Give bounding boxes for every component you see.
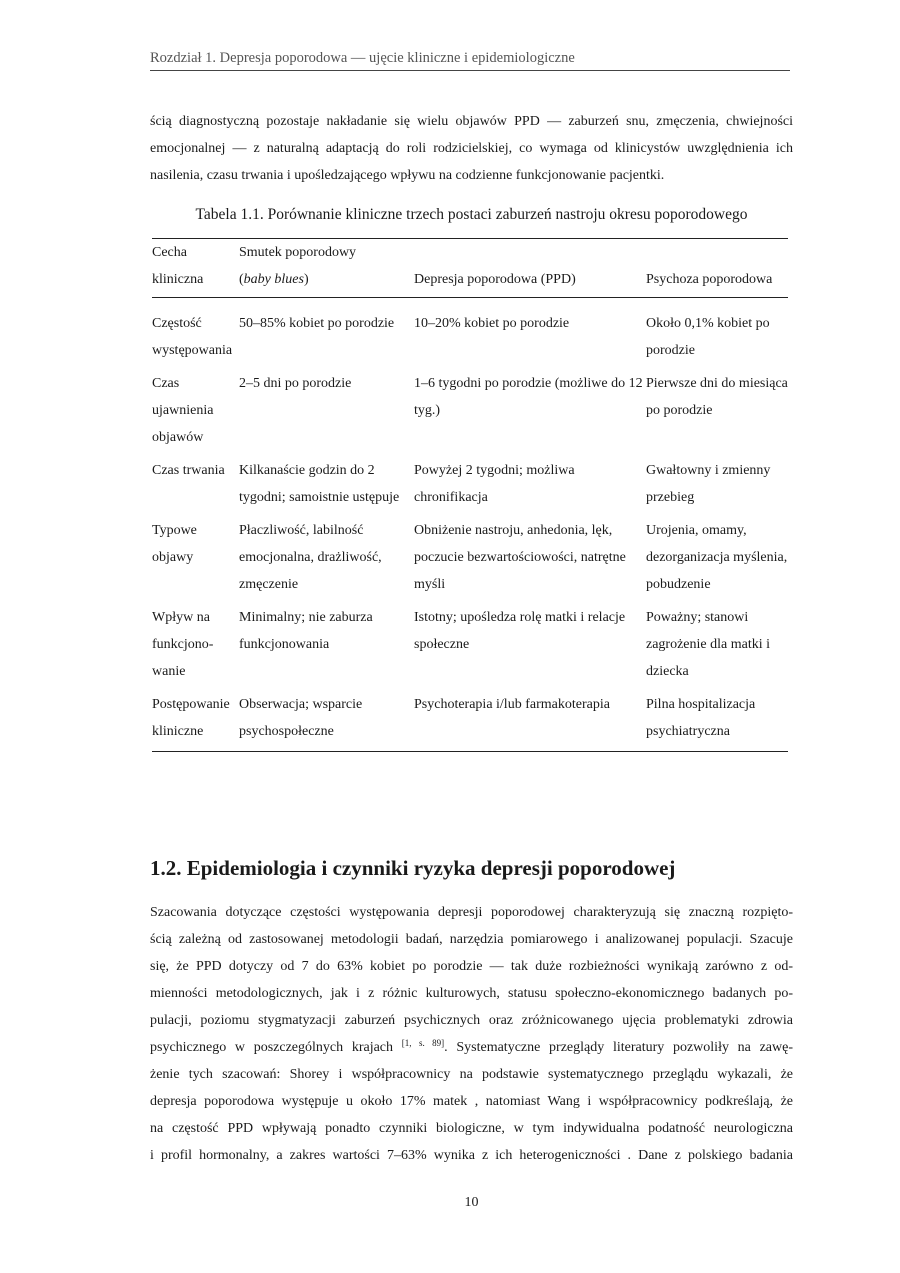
cell-feature: Czas ujawnienia objawów — [152, 376, 214, 445]
text-line: nasilenia, czasu trwania i upośledzającego wpływu na codzienne funkcjonowanie pacjentki. — [150, 168, 665, 183]
table-caption: Tabela 1.1. Porównanie kliniczne trzech postaci zaburzeń nastroju okresu poporodowego — [195, 206, 748, 223]
text-line: pulacji, poziomu stygmatyzacji zaburzeń psychicznych oraz zróżnicowanego ujęcia problematyki zdrowia — [150, 1013, 793, 1028]
epidemiology-paragraph — [150, 899, 793, 1169]
table-row — [152, 457, 788, 517]
cell-baby-blues: Kilkanaście godzin do 2 tygodni; samoistnie ustępuje — [239, 463, 400, 505]
intro-paragraph — [150, 108, 793, 189]
text-line: depresja poporodowa występuje u około 17% matek , natomiast Wang i współpracownicy podkreślają, że — [150, 1094, 793, 1109]
section-heading: 1.2. Epidemiologia i czynniki ryzyka depresji poporodowej — [150, 856, 676, 880]
cell-feature: Typowe objawy — [152, 523, 197, 565]
cell-ppd: Obniżenie nastroju, anhedonia, lęk, poczucie bezwartościowości, natrętne myśli — [414, 523, 626, 592]
text-fragment: . Systematyczne przeglądy literatury pozwoliły na zawę- — [444, 1040, 793, 1055]
cell-feature: Wpływ na funkcjono-wanie — [152, 610, 214, 679]
text-line: się, że PPD dotyczy od 7 do 63% kobiet po porodzie — tak duże rozbieżności wynikają zarówno z od- — [150, 959, 793, 974]
cell-baby-blues: 2–5 dni po porodzie — [239, 376, 352, 391]
cell-ppd: Psychoterapia i/lub farmakoterapia — [414, 697, 610, 712]
cell-ppd: Powyżej 2 tygodni; możliwa chronifikacja — [414, 463, 575, 505]
cell-psychosis: Pilna hospitalizacja psychiatryczna — [646, 697, 756, 739]
cell-ppd: Istotny; upośledza rolę matki i relacje społeczne — [414, 610, 626, 652]
cell-feature: Czas trwania — [152, 463, 225, 478]
page-number: 10 — [464, 1195, 479, 1210]
cell-feature: Postępowanie kliniczne — [152, 697, 230, 739]
cell-psychosis: Pierwsze dni do miesiąca po porodzie — [646, 376, 788, 418]
table-row — [152, 298, 788, 371]
text-line: Szacowania dotyczące częstości występowania depresji poporodowej charakteryzują się znaczną rozpięto- — [150, 905, 793, 920]
text-fragment: psychicznego w poszczególnych krajach — [150, 1040, 402, 1055]
header-baby-blues-italic: baby blues — [243, 272, 304, 287]
cell-ppd: 1–6 tygodni po porodzie (możliwe do 12 tyg.) — [414, 376, 643, 418]
header-ppd: Depresja poporodowa (PPD) — [414, 272, 576, 287]
text-line: i profil hormonalny, a zakres wartości 7–63% wynika z ich heterogeniczności . Dane z polskiego badania — [150, 1148, 793, 1163]
header-psychosis: Psychoza poporodowa — [646, 272, 773, 287]
text-line: mienności metodologicznych, jak i z różnic kulturowych, statusu społeczno-ekonomicznego badanych po- — [150, 986, 793, 1001]
cell-baby-blues: 50–85% kobiet po porodzie — [239, 316, 395, 331]
cell-psychosis: Poważny; stanowi zagrożenie dla matki i dziecka — [646, 610, 770, 679]
header-baby-blues: Smutek poporodowy (baby blues) — [239, 245, 357, 287]
text-line: żenie tych szacowań: Shorey i współpracownicy na podstawie systematycznego przeglądu wykazali, że — [150, 1067, 793, 1082]
table-row — [152, 691, 788, 752]
header-baby-blues-title: Smutek poporodowy — [239, 245, 357, 260]
cell-psychosis: Około 0,1% kobiet po porodzie — [646, 316, 770, 358]
table-header-row — [152, 239, 788, 298]
cell-baby-blues: Minimalny; nie zaburza funkcjonowania — [239, 610, 373, 652]
cell-ppd: 10–20% kobiet po porodzie — [414, 316, 570, 331]
text-line: na częstość PPD wpływają ponadto czynniki biologiczne, w tym indywidualna podatność neurologiczna — [150, 1121, 793, 1136]
comparison-table — [152, 238, 788, 752]
cell-psychosis: Gwałtowny i zmienny przebieg — [646, 463, 771, 505]
table-row — [152, 517, 788, 604]
cell-baby-blues: Płaczliwość, labilność emocjonalna, drażliwość, zmęczenie — [239, 523, 382, 592]
header-feature: Cecha kliniczna — [152, 245, 204, 287]
text-line-with-citation — [150, 1034, 793, 1061]
table-row — [152, 604, 788, 691]
text-line: ścią diagnostyczną pozostaje nakładanie się wielu objawów PPD — zaburzeń snu, zmęczenia, chwiejności — [150, 114, 793, 129]
cell-baby-blues: Obserwacja; wsparcie psychospołeczne — [239, 697, 363, 739]
citation-reference: [1, s. 89] — [401, 1038, 445, 1048]
cell-feature: Częstość występowania — [152, 316, 233, 358]
cell-psychosis: Urojenia, omamy, dezorganizacja myślenia, pobudzenie — [646, 523, 788, 592]
table-row — [152, 370, 788, 457]
text-line: emocjonalnej — z naturalną adaptacją do roli rodzicielskiej, co wymaga od klinicystów uwzględnienia ich — [150, 141, 793, 156]
text-line: ścią zależną od zastosowanej metodologii badań, narzędzia pomiarowego i analizowanej populacji. Szacuje — [150, 932, 793, 947]
running-header: Rozdział 1. Depresja poporodowa — ujęcie kliniczne i epidemiologiczne — [150, 50, 790, 71]
